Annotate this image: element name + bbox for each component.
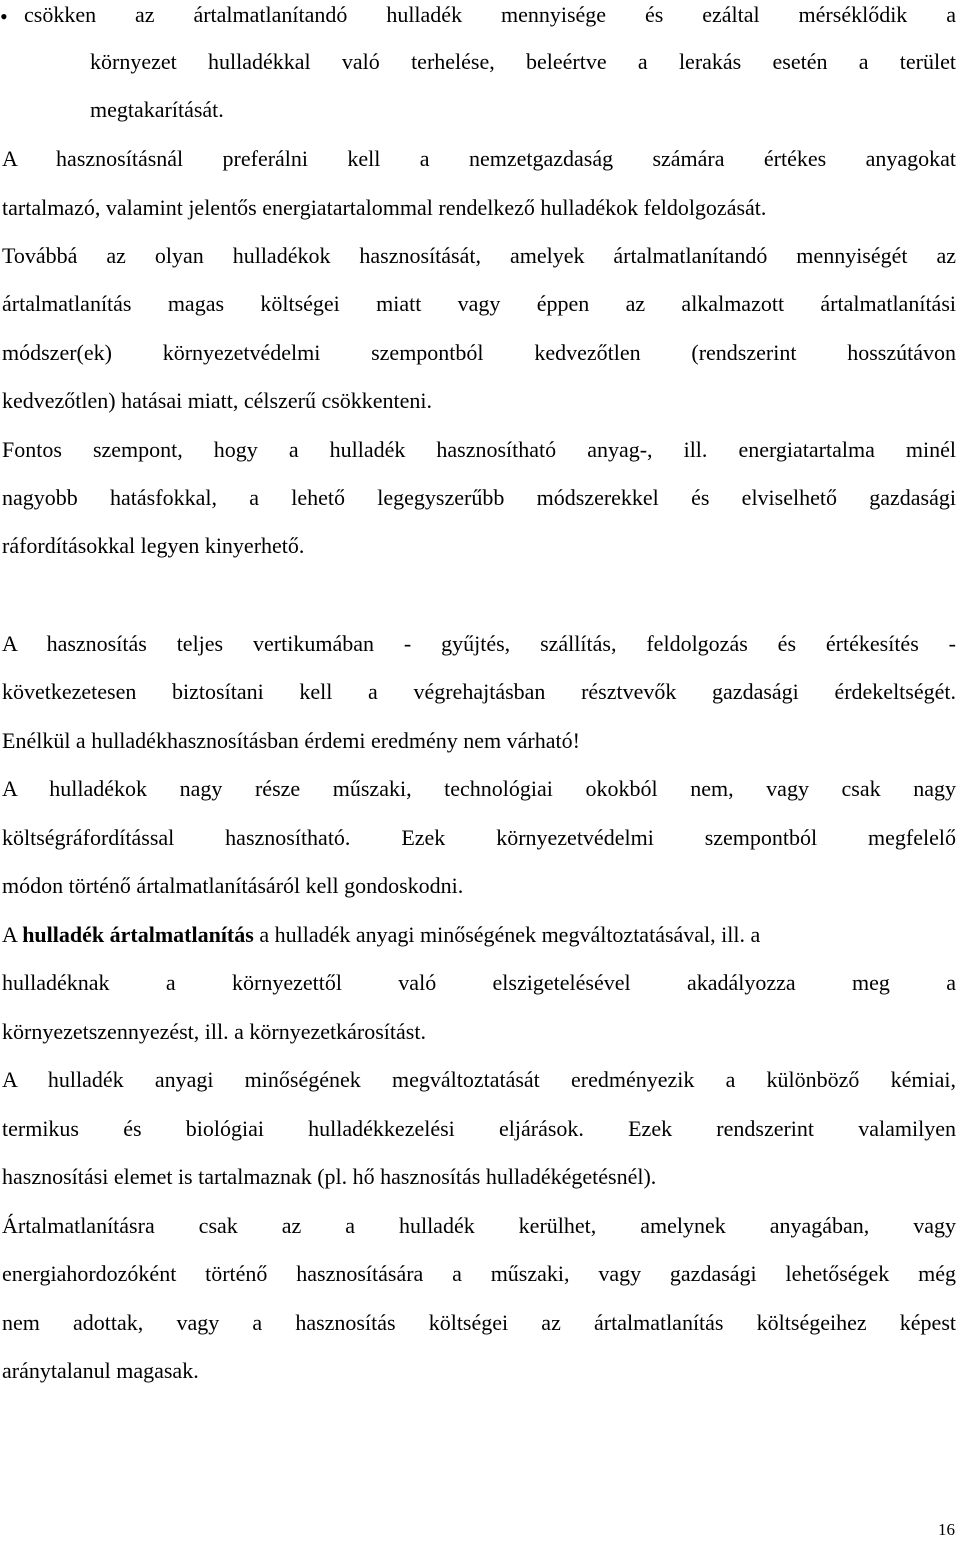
- paragraph3-line-1: A hasznosítás teljes vertikumában - gyűjtés, szállítás, feldolgozás és értékesítés -: [2, 631, 956, 656]
- paragraph1-line-6: kedvezőtlen) hatásai miatt, célszerű csökkenteni.: [2, 388, 433, 413]
- paragraph6-line-2: termikus és biológiai hulladékkezelési eljárások. Ezek rendszerint valamilyen: [2, 1116, 956, 1141]
- paragraph5-trailing-text: a hulladék anyagi minőségének megváltoztatásával, ill. a: [253, 922, 761, 947]
- paragraph5-line-1: [2, 920, 956, 950]
- paragraph1-line-5: módszer(ek) környezetvédelmi szempontból kedvezőtlen (rendszerint hosszútávon: [2, 340, 956, 365]
- paragraph5-bold-term: hulladék ártalmatlanítás: [22, 922, 254, 947]
- paragraph5-line-3: környezetszennyezést, ill. a környezetkárosítást.: [2, 1019, 426, 1044]
- paragraph7-line-3: nem adottak, vagy a hasznosítás költségei az ártalmatlanítás költségeihez képest: [2, 1310, 956, 1335]
- paragraph7-line-2: energiahordozóként történő hasznosítására a műszaki, vagy gazdasági lehetőségek még: [2, 1261, 956, 1286]
- paragraph6-line-3: hasznosítási elemet is tartalmaznak (pl. hő hasznosítás hulladékégetésnél).: [2, 1164, 657, 1189]
- paragraph1-line-4: ártalmatlanítás magas költségei miatt vagy éppen az alkalmazott ártalmatlanítási: [2, 291, 956, 316]
- bullet-marker: •: [0, 4, 8, 29]
- paragraph1-line-3: Továbbá az olyan hulladékok hasznosítását, amelyek ártalmatlanítandó mennyiségét az: [2, 243, 956, 268]
- paragraph2-line-3: ráfordításokkal legyen kinyerhető.: [2, 533, 305, 558]
- paragraph4-line-1: A hulladékok nagy része műszaki, technológiai okokból nem, vagy csak nagy: [2, 776, 956, 801]
- bullet-line-1: csökken az ártalmatlanítandó hulladék mennyisége és ezáltal mérséklődik a: [24, 2, 956, 27]
- paragraph7-line-4: aránytalanul magasak.: [2, 1358, 199, 1383]
- paragraph6-line-1: A hulladék anyagi minőségének megváltoztatását eredményezik a különböző kémiai,: [2, 1067, 956, 1092]
- paragraph7-line-1: Ártalmatlanításra csak az a hulladék kerülhet, amelynek anyagában, vagy: [2, 1213, 956, 1238]
- paragraph2-line-2: nagyobb hatásfokkal, a lehető legegyszerűbb módszerekkel és elviselhető gazdasági: [2, 485, 956, 510]
- paragraph5-line-2: hulladéknak a környezettől való elszigetelésével akadályozza meg a: [2, 970, 956, 995]
- bullet-line-3: megtakarítását.: [90, 97, 224, 122]
- paragraph3-line-2: következetesen biztosítani kell a végrehajtásban résztvevők gazdasági érdekeltségét.: [2, 679, 956, 704]
- paragraph5-lead-text: A: [2, 922, 23, 947]
- paragraph2-line-1: Fontos szempont, hogy a hulladék hasznosítható anyag-, ill. energiatartalma minél: [2, 437, 956, 462]
- paragraph3-line-3: Enélkül a hulladékhasznosításban érdemi eredmény nem várható!: [2, 728, 580, 753]
- page-number: 16: [938, 1520, 955, 1539]
- paragraph4-line-2: költségráfordítással hasznosítható. Ezek környezetvédelmi szempontból megfelelő: [2, 825, 956, 850]
- paragraph1-line-2: tartalmazó, valamint jelentős energiatartalommal rendelkező hulladékok feldolgozását.: [2, 195, 767, 220]
- bullet-line-2: környezet hulladékkal való terhelése, beleértve a lerakás esetén a terület: [90, 49, 956, 74]
- paragraph1-line-1: A hasznosításnál preferálni kell a nemzetgazdaság számára értékes anyagokat: [2, 146, 956, 171]
- paragraph4-line-3: módon történő ártalmatlanításáról kell gondoskodni.: [2, 873, 464, 898]
